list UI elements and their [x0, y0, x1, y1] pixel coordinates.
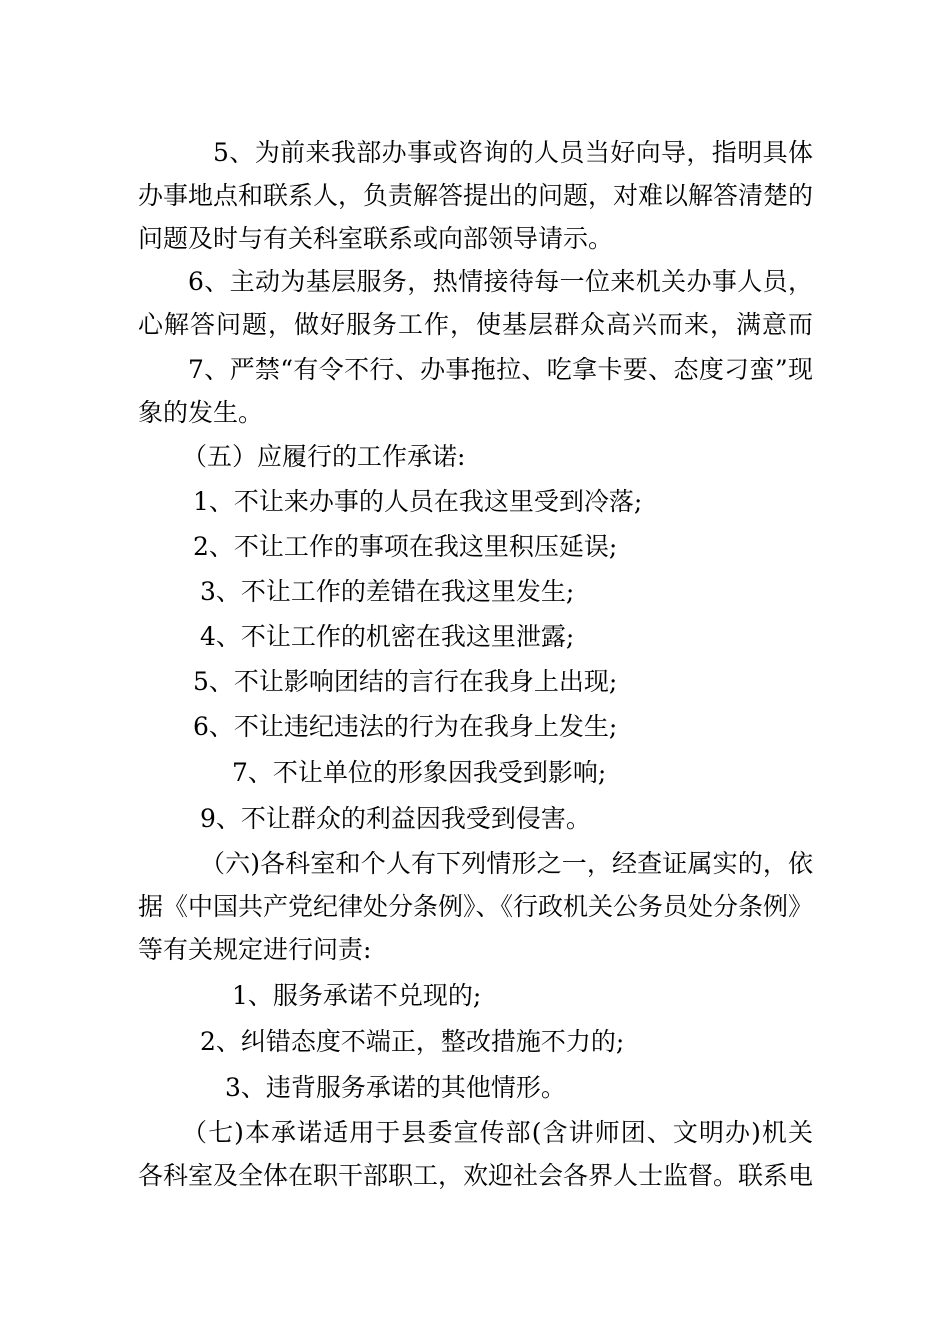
section-heading: （五）应履行的工作承诺:	[182, 442, 466, 471]
text-line: 象的发生。	[138, 398, 264, 427]
list-item: 3、不让工作的差错在我这里发生;	[200, 577, 575, 606]
list-item: 2、不让工作的事项在我这里积压延误;	[193, 532, 618, 561]
list-item: 7、不让单位的形象因我受到影响;	[232, 758, 607, 787]
list-item: 5、不让影响团结的言行在我身上出现;	[193, 667, 618, 696]
list-item: 1、不让来办事的人员在我这里受到冷落;	[193, 487, 643, 516]
text-line: 6、主动为基层服务，热情接待每一位来机关办事人员，	[188, 267, 813, 296]
text-line: 5、为前来我部办事或咨询的人员当好向导，指明具体	[213, 138, 813, 167]
text-line: （六)各科室和个人有下列情形之一，经查证属实的，依	[200, 849, 813, 878]
list-item: 1、服务承诺不兑现的;	[232, 981, 482, 1010]
text-line: 7、严禁“有令不行、办事拖拉、吃拿卡要、态度刁蛮”现	[188, 355, 813, 384]
list-item: 3、违背服务承诺的其他情形。	[225, 1073, 566, 1102]
list-item: 4、不让工作的机密在我这里泄露;	[200, 622, 575, 651]
list-item: 9、不让群众的利益因我受到侵害。	[200, 804, 591, 833]
text-line: 各科室及全体在职干部职工，欢迎社会各界人士监督。联系电	[138, 1161, 813, 1190]
text-line: 等有关规定进行问责:	[138, 935, 372, 964]
text-line: 问题及时与有关科室联系或向部领导请示。	[138, 224, 614, 253]
text-line: （七)本承诺适用于县委宣传部(含讲师团、文明办)机关	[182, 1118, 813, 1147]
list-item: 6、不让违纪违法的行为在我身上发生;	[193, 712, 618, 741]
text-line: 办事地点和联系人，负责解答提出的问题，对难以解答清楚的	[138, 181, 813, 210]
text-line: 据《中国共产党纪律处分条例》、《行政机关公务员处分条例》	[138, 892, 813, 921]
list-item: 2、纠错态度不端正，整改措施不力的;	[200, 1027, 625, 1056]
text-line: 心解答问题，做好服务工作，使基层群众高兴而来，满意而	[138, 310, 813, 339]
